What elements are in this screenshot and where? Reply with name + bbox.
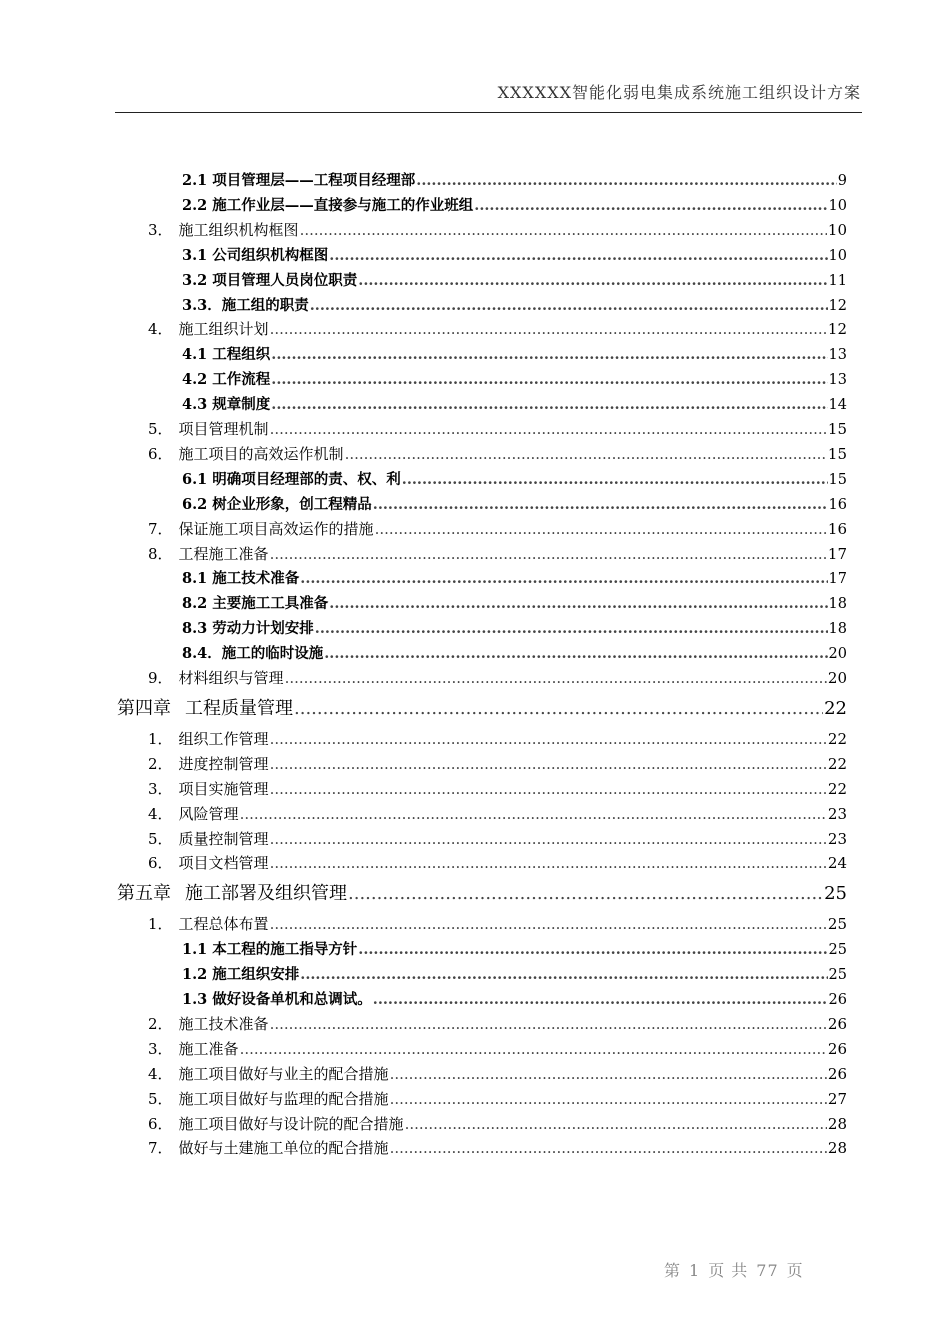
- toc-entry-title: 6.2 树企业形象，创工程精品: [182, 495, 372, 513]
- toc-leader-dots: [402, 471, 828, 488]
- toc-leader-dots: [390, 1139, 827, 1157]
- toc-leader-dots: [270, 854, 827, 872]
- toc-entry[interactable]: [117, 694, 847, 718]
- toc-entry-number: 2．: [148, 1014, 173, 1033]
- toc-page-number: 26: [828, 992, 847, 1008]
- toc-entry-number: 5．: [148, 1089, 173, 1108]
- toc-entry-number: 第四章: [117, 697, 171, 719]
- toc-page-number: 22: [827, 729, 847, 748]
- toc-entry-number: 1．: [148, 915, 173, 934]
- toc-entry[interactable]: [182, 592, 847, 616]
- toc-leader-dots: [474, 197, 827, 214]
- toc-page-number: 17: [828, 571, 847, 588]
- toc-entry[interactable]: [182, 493, 847, 517]
- toc-entry-title: 项目实施管理: [178, 779, 269, 798]
- toc-page-number: 18: [828, 596, 847, 613]
- toc-leader-dots: [375, 520, 827, 538]
- toc-entry-title: 工程质量管理: [185, 697, 293, 719]
- toc-entry-title: 2.2 施工作业层——直接参与施工的作业班组: [182, 196, 474, 214]
- toc-entry[interactable]: [182, 269, 847, 293]
- toc-entry-title: 1.2 施工组织安排: [182, 966, 300, 984]
- toc-page-number: 25: [824, 883, 847, 905]
- toc-entry-title: 3.2 项目管理人员岗位职责: [182, 271, 358, 289]
- toc-page-number: 11: [828, 272, 847, 289]
- toc-leader-dots: [329, 247, 827, 264]
- toc-page-number: 17: [827, 544, 847, 563]
- toc-entry-title: 项目文档管理: [178, 854, 269, 873]
- toc-entry[interactable]: [148, 518, 847, 542]
- toc-leader-dots: [300, 966, 827, 983]
- toc-entry[interactable]: [148, 1063, 847, 1087]
- toc-leader-dots: [348, 883, 823, 904]
- toc-leader-dots: [294, 698, 823, 719]
- toc-entry[interactable]: [148, 803, 847, 827]
- toc-entry[interactable]: [148, 543, 847, 567]
- toc-entry[interactable]: [182, 642, 847, 666]
- toc-entry-title: 质量控制管理: [178, 829, 269, 848]
- toc-entry[interactable]: [148, 1038, 847, 1062]
- toc-entry-number: 1．: [148, 729, 173, 748]
- toc-entry[interactable]: [148, 852, 847, 876]
- toc-entry-number: 8．: [148, 544, 173, 563]
- toc-entry-title: 施工准备: [178, 1039, 239, 1058]
- toc-leader-dots: [270, 1015, 827, 1033]
- toc-leader-dots: [270, 830, 827, 848]
- toc-entry-number: 6．: [148, 444, 173, 463]
- toc-entry[interactable]: [148, 753, 847, 777]
- toc-entry[interactable]: [182, 963, 847, 987]
- toc-entry[interactable]: [182, 468, 847, 492]
- toc-entry-title: 8.3 劳动力计划安排: [182, 620, 314, 638]
- toc-leader-dots: [390, 1090, 827, 1108]
- toc-entry[interactable]: [148, 418, 847, 442]
- toc-leader-dots: [285, 669, 827, 687]
- toc-page-number: 20: [827, 669, 847, 687]
- toc-entry[interactable]: [182, 343, 847, 367]
- toc-entry-title: 材料组织与管理: [178, 669, 284, 687]
- toc-entry-number: 2．: [148, 754, 173, 773]
- toc-entry-title: 施工部署及组织管理: [185, 883, 347, 905]
- toc-page-number: 10: [828, 197, 847, 214]
- toc-leader-dots: [324, 645, 827, 662]
- toc-entry-number: 第五章: [117, 883, 171, 905]
- toc-entry-title: 6.1 明确项目经理部的责、权、利: [182, 470, 401, 488]
- toc-page-number: 22: [827, 754, 847, 773]
- toc-entry[interactable]: [182, 294, 847, 318]
- toc-leader-dots: [270, 545, 827, 563]
- toc-page-number: 26: [827, 1014, 847, 1033]
- footer-total-pages: 77: [756, 1261, 779, 1280]
- toc-entry-title: 保证施工项目高效运作的措施: [178, 519, 374, 538]
- toc-entry-title: 8.2 主要施工工具准备: [182, 595, 329, 613]
- toc-page-number: 28: [827, 1139, 847, 1158]
- toc-leader-dots: [358, 272, 827, 289]
- toc-entry-title: 项目管理机制: [178, 420, 269, 438]
- toc-entry[interactable]: [148, 1013, 847, 1037]
- toc-entry-title: 1.1 本工程的施工指导方针: [182, 941, 358, 959]
- toc-page-number: 13: [828, 347, 847, 364]
- toc-entry-title: 工程总体布置: [178, 915, 269, 934]
- footer-current-page: 1: [689, 1261, 701, 1280]
- toc-entry-title: 8.4．施工的临时设施: [182, 645, 324, 663]
- toc-entry-title: 进度控制管理: [178, 754, 269, 773]
- toc-page-number: 23: [827, 829, 847, 848]
- toc-page-number: 26: [827, 1064, 847, 1083]
- toc-leader-dots: [270, 780, 827, 798]
- toc-entry[interactable]: [182, 988, 847, 1012]
- toc-entry-number: 4．: [148, 1064, 173, 1083]
- toc-leader-dots: [390, 1065, 827, 1083]
- page-footer: [660, 1258, 808, 1281]
- toc-page-number: 12: [827, 320, 847, 339]
- toc-entry-title: 施工项目做好与设计院的配合措施: [178, 1114, 404, 1133]
- toc-page-number: 22: [824, 697, 847, 719]
- toc-page-number: 22: [827, 779, 847, 798]
- toc-entry-title: 3.3．施工组的职责: [182, 296, 309, 314]
- toc-entry[interactable]: [182, 368, 847, 392]
- toc-entry[interactable]: [182, 617, 847, 641]
- toc-leader-dots: [271, 396, 827, 413]
- toc-entry[interactable]: [182, 244, 847, 268]
- toc-entry-title: 施工项目做好与监理的配合措施: [178, 1089, 389, 1108]
- toc-entry-number: 4．: [148, 804, 173, 823]
- toc-entry[interactable]: [148, 913, 847, 937]
- toc-entry-number: 6．: [148, 854, 173, 873]
- toc-page-number: 16: [827, 519, 847, 538]
- toc-leader-dots: [300, 570, 827, 587]
- toc-entry-title: 4.2 工作流程: [182, 371, 271, 389]
- toc-entry-title: 8.1 施工技术准备: [182, 570, 300, 588]
- toc-entry-title: 施工组织机构框图: [178, 220, 299, 239]
- toc-leader-dots: [270, 320, 827, 338]
- toc-entry[interactable]: [148, 667, 847, 691]
- toc-entry-title: 做好与土建施工单位的配合措施: [178, 1139, 389, 1158]
- toc-leader-dots: [405, 1115, 827, 1133]
- toc-page-number: 16: [828, 496, 847, 513]
- toc-entry[interactable]: [148, 1113, 847, 1137]
- toc-page-number: 13: [828, 372, 847, 389]
- toc-entry-number: 7．: [148, 519, 173, 538]
- toc-entry[interactable]: [148, 828, 847, 852]
- toc-page-number: 26: [827, 1039, 847, 1058]
- running-header: XXXXXX智能化弱电集成系统施工组织设计方案: [497, 83, 861, 102]
- toc-entry[interactable]: [148, 219, 847, 243]
- toc-leader-dots: [416, 172, 836, 189]
- toc-entry-title: 4.1 工程组织: [182, 346, 271, 364]
- toc-page-number: 25: [827, 915, 847, 934]
- toc-entry[interactable]: [117, 879, 847, 903]
- toc-page-number: 15: [828, 471, 847, 488]
- toc-entry-title: 风险管理: [178, 804, 239, 823]
- toc-entry-title: 施工组织计划: [178, 320, 269, 339]
- toc-entry-number: 9．: [148, 669, 173, 687]
- toc-entry-title: 4.3 规章制度: [182, 396, 271, 414]
- header-rule: [115, 112, 862, 113]
- toc-entry-title: 施工项目做好与业主的配合措施: [178, 1064, 389, 1083]
- toc-entry-number: 7．: [148, 1139, 173, 1158]
- toc-leader-dots: [358, 941, 827, 958]
- toc-leader-dots: [329, 595, 827, 612]
- toc-entry-title: 3.1 公司组织机构框图: [182, 246, 329, 264]
- toc-leader-dots: [240, 805, 827, 823]
- toc-entry[interactable]: [182, 567, 847, 591]
- toc-entry[interactable]: [148, 443, 847, 467]
- toc-page-number: 14: [828, 397, 847, 414]
- toc-entry-number: 4．: [148, 320, 173, 339]
- toc-leader-dots: [373, 991, 828, 1008]
- toc-entry-title: 2.1 项目管理层——工程项目经理部: [182, 172, 416, 189]
- toc-entry-number: 3．: [148, 1039, 173, 1058]
- toc-leader-dots: [240, 1040, 827, 1058]
- toc-page-number: 10: [827, 220, 847, 239]
- toc-page-number: 12: [828, 297, 847, 314]
- toc-leader-dots: [271, 371, 827, 388]
- footer-middle: 页 共: [708, 1261, 749, 1280]
- toc-page-number: 15: [827, 444, 847, 463]
- toc-page-number: 24: [827, 854, 847, 873]
- toc-leader-dots: [345, 445, 827, 463]
- toc-entry-title: 1.3 做好设备单机和总调试。: [182, 991, 372, 1008]
- toc-leader-dots: [310, 297, 828, 314]
- toc-entry[interactable]: [182, 393, 847, 417]
- toc-page-number: 25: [828, 942, 847, 959]
- toc-entry-number: 5．: [148, 829, 173, 848]
- toc-entry-number: 3．: [148, 220, 173, 239]
- toc-entry-title: 组织工作管理: [178, 729, 269, 748]
- toc-entry-number: 6．: [148, 1114, 173, 1133]
- footer-prefix: 第: [664, 1261, 682, 1280]
- toc-entry[interactable]: [148, 728, 847, 752]
- toc-leader-dots: [271, 346, 827, 363]
- toc-entry[interactable]: [182, 938, 847, 962]
- toc-leader-dots: [270, 730, 827, 748]
- toc-page-number: 9: [837, 173, 847, 189]
- toc-page-number: 23: [827, 804, 847, 823]
- toc-entry[interactable]: [148, 1137, 847, 1161]
- toc-leader-dots: [270, 420, 827, 438]
- footer-suffix: 页: [786, 1261, 804, 1280]
- toc-page-number: 15: [827, 420, 847, 438]
- toc-entry[interactable]: [182, 194, 847, 218]
- toc-page-number: 27: [827, 1089, 847, 1108]
- toc-page-number: 25: [828, 967, 847, 984]
- toc-leader-dots: [270, 915, 827, 933]
- toc-page-number: 28: [827, 1114, 847, 1133]
- toc-page-number: 20: [828, 646, 847, 663]
- toc-leader-dots: [373, 496, 828, 513]
- toc-entry-number: 3．: [148, 779, 173, 798]
- toc-entry[interactable]: [148, 1088, 847, 1112]
- toc-page-number: 18: [828, 621, 847, 638]
- toc-leader-dots: [300, 221, 827, 239]
- toc-leader-dots: [315, 620, 828, 637]
- toc-entry-title: 工程施工准备: [178, 544, 269, 563]
- toc-entry-title: 施工技术准备: [178, 1014, 269, 1033]
- toc-leader-dots: [270, 755, 827, 773]
- toc-entry[interactable]: [148, 318, 847, 342]
- toc-page-number: 10: [828, 247, 847, 264]
- toc-entry-title: 施工项目的高效运作机制: [178, 444, 344, 463]
- toc-entry[interactable]: [182, 169, 847, 193]
- toc-entry[interactable]: [148, 778, 847, 802]
- toc-entry-number: 5．: [148, 420, 173, 438]
